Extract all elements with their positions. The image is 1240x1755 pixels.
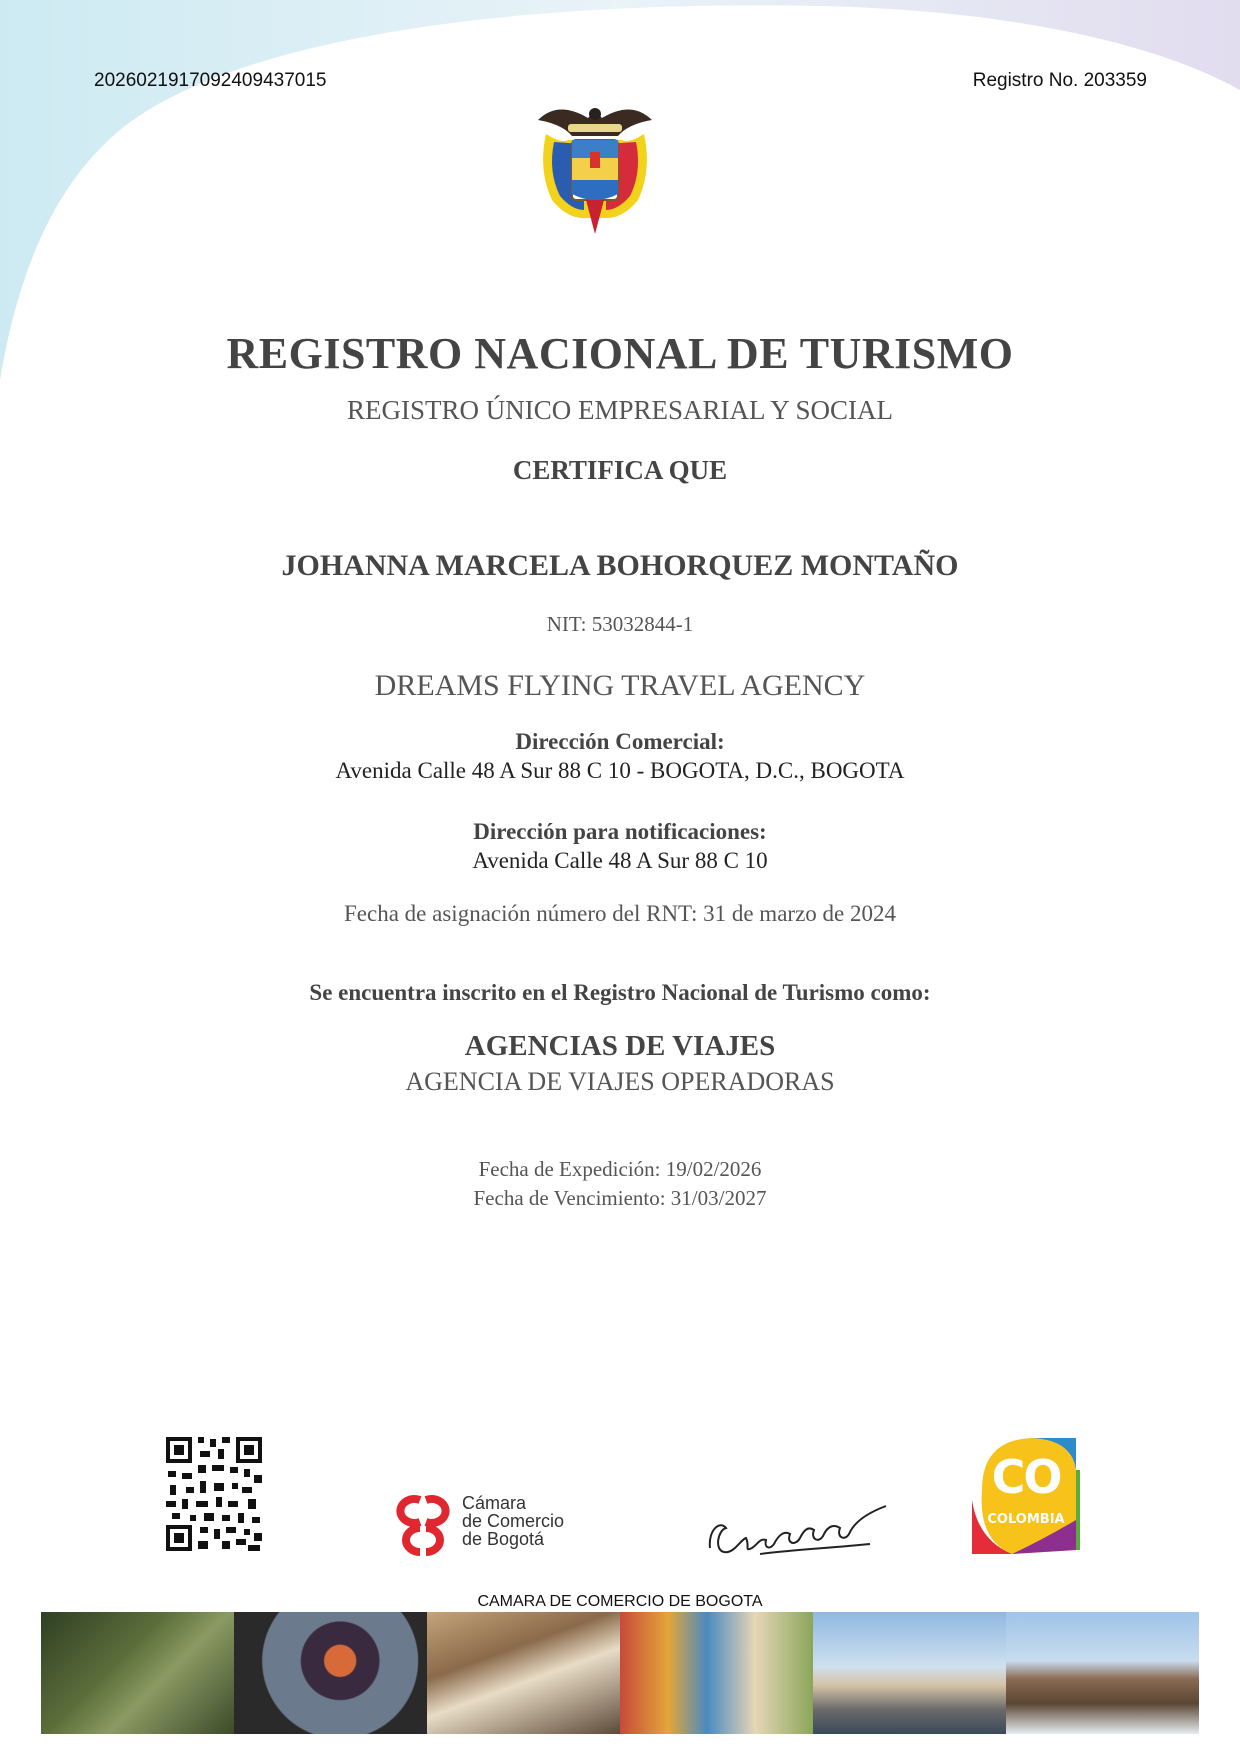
page-title: REGISTRO NACIONAL DE TURISMO — [226, 329, 1014, 378]
commercial-address-value: Avenida Calle 48 A Sur 88 C 10 - BOGOTA, D.C., BOGOTA — [335, 758, 905, 783]
notification-address-label: Dirección para notificaciones: — [473, 819, 767, 844]
registration-category: AGENCIAS DE VIAJES — [464, 1030, 776, 1062]
ccb-line-1: Cámara — [462, 1493, 527, 1513]
holder-nit: NIT: 53032844-1 — [546, 612, 694, 636]
expiry-date: Fecha de Vencimiento: 31/03/2027 — [473, 1186, 767, 1210]
photo-accordion-musicians — [427, 1612, 620, 1734]
subtitle: REGISTRO ÚNICO EMPRESARIAL Y SOCIAL — [346, 395, 894, 425]
colombia-text: COLOMBIA — [987, 1512, 1065, 1527]
photo-colonial-building — [813, 1612, 1006, 1734]
ccb-logo-icon — [390, 1490, 590, 1560]
photo-colonial-street — [620, 1612, 813, 1734]
colombia-brand-logo-icon — [972, 1430, 1080, 1556]
holder-name: JOHANNA MARCELA BOHORQUEZ MONTAÑO — [281, 549, 959, 582]
registration-subcategory: AGENCIA DE VIAJES OPERADORAS — [405, 1067, 835, 1096]
rnt-assignment-date: Fecha de asignación número del RNT: 31 de marzo de 2024 — [344, 901, 896, 926]
ccb-line-3: de Bogotá — [462, 1529, 545, 1549]
signature-icon — [700, 1500, 890, 1562]
ccb-line-2: de Comercio — [462, 1511, 565, 1531]
colombia-coat-of-arms-icon — [528, 100, 662, 242]
document-code: 20260219170924094370​15 — [94, 70, 327, 91]
photo-condor-bird — [234, 1612, 427, 1734]
issue-date: Fecha de Expedición: 19/02/2026 — [478, 1157, 762, 1181]
registration-statement: Se encuentra inscrito en el Registro Nacional de Turismo como: — [309, 980, 931, 1005]
co-text: CO — [991, 1450, 1061, 1504]
business-name: DREAMS FLYING TRAVEL AGENCY — [374, 669, 866, 702]
photo-strip — [41, 1612, 1199, 1734]
footer-caption: CAMARA DE COMERCIO DE BOGOTA — [477, 1593, 763, 1610]
photo-tepui-mountain — [1006, 1612, 1199, 1734]
photo-forest-path — [41, 1612, 234, 1734]
commercial-address-label: Dirección Comercial: — [515, 729, 725, 754]
qr-code-icon[interactable] — [164, 1435, 264, 1553]
notification-address-value: Avenida Calle 48 A Sur 88 C 10 — [472, 848, 768, 873]
certifica-heading: CERTIFICA QUE — [512, 455, 728, 485]
registro-number: Registro No. 203359 — [972, 70, 1147, 91]
